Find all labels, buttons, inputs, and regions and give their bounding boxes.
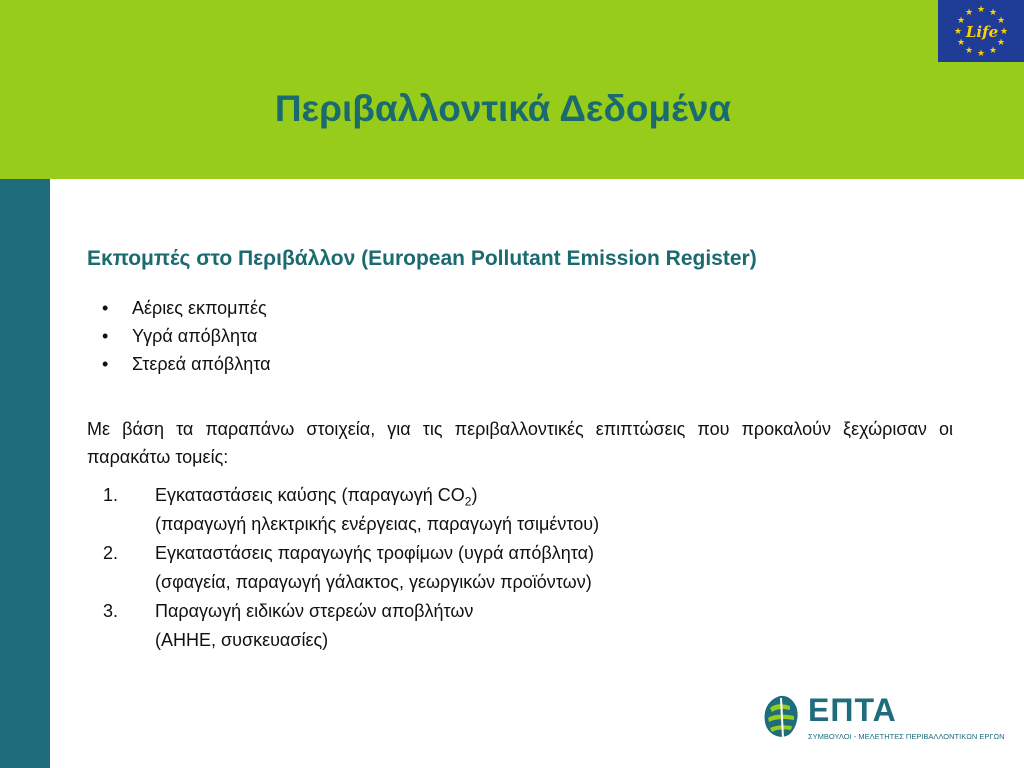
section-subtitle: Εκπομπές στο Περιβάλλον (European Pollutant Emission Register) <box>87 247 757 270</box>
eu-logo-text: Life <box>965 23 999 41</box>
numbered-list <box>103 481 599 655</box>
svg-text:★: ★ <box>964 46 974 56</box>
item-detail: (παραγωγή ηλεκτρικής ενέργειας, παραγωγή τσιμέντου) <box>155 514 600 534</box>
bullet-text: Στερεά απόβλητα <box>132 354 271 374</box>
item-title: Εγκαταστάσεις παραγωγής τροφίμων (υγρά απόβλητα) <box>155 543 594 563</box>
numbered-item <box>103 597 599 655</box>
svg-text:★: ★ <box>956 16 966 26</box>
epta-logo <box>760 690 1005 746</box>
bullet-list <box>102 294 271 378</box>
epta-tagline: ΣΥΜΒΟΥΛΟΙ - ΜΕΛΕΤΗΤΕΣ ΠΕΡΙΒΑΛΛΟΝΤΙΚΩΝ ΕΡΓΩΝ <box>808 732 1005 741</box>
svg-text:★: ★ <box>976 49 986 59</box>
item-title: Παραγωγή ειδικών στερεών αποβλήτων <box>155 601 474 621</box>
numbered-item <box>103 481 599 539</box>
epta-brand-name: ΕΠΤΑ <box>808 692 897 728</box>
item-subscript: 2 <box>464 494 472 509</box>
item-title-suffix: ) <box>471 485 478 505</box>
svg-text:★: ★ <box>988 8 998 18</box>
svg-text:★: ★ <box>996 38 1006 48</box>
svg-text:★: ★ <box>956 38 966 48</box>
bullet-text: Υγρά απόβλητα <box>132 326 258 346</box>
svg-text:★: ★ <box>999 27 1009 37</box>
left-sidebar-strip <box>0 179 50 768</box>
item-number: 1. <box>103 485 119 505</box>
bullet-marker: • <box>102 326 109 346</box>
item-number: 3. <box>103 601 119 621</box>
bullet-marker: • <box>102 298 109 318</box>
svg-text:★: ★ <box>964 8 974 18</box>
list-item <box>102 294 271 322</box>
svg-text:★: ★ <box>996 16 1006 26</box>
svg-text:★: ★ <box>976 5 986 15</box>
list-item <box>102 322 271 350</box>
intro-paragraph: Με βάση τα παραπάνω στοιχεία, για τις περιβαλλοντικές επιπτώσεις που προκαλούν ξεχώρισαν οι παρακάτω τομείς: <box>87 419 953 467</box>
bullet-marker: • <box>102 354 109 374</box>
list-item <box>102 350 271 378</box>
item-title: Εγκαταστάσεις καύσης (παραγωγή CO <box>155 485 465 505</box>
epta-leaf-logo-icon <box>760 694 802 740</box>
svg-text:★: ★ <box>988 46 998 56</box>
item-number: 2. <box>103 543 119 563</box>
item-detail: (σφαγεία, παραγωγή γάλακτος, γεωργικών προϊόντων) <box>155 572 592 592</box>
slide-title: Περιβαλλοντικά Δεδομένα <box>274 88 732 129</box>
numbered-item <box>103 539 599 597</box>
item-detail: (ΑΗΗΕ, συσκευασίες) <box>155 630 329 650</box>
bullet-text: Αέριες εκπομπές <box>132 298 267 318</box>
svg-text:★: ★ <box>953 27 963 37</box>
eu-life-logo-icon <box>938 0 1024 62</box>
